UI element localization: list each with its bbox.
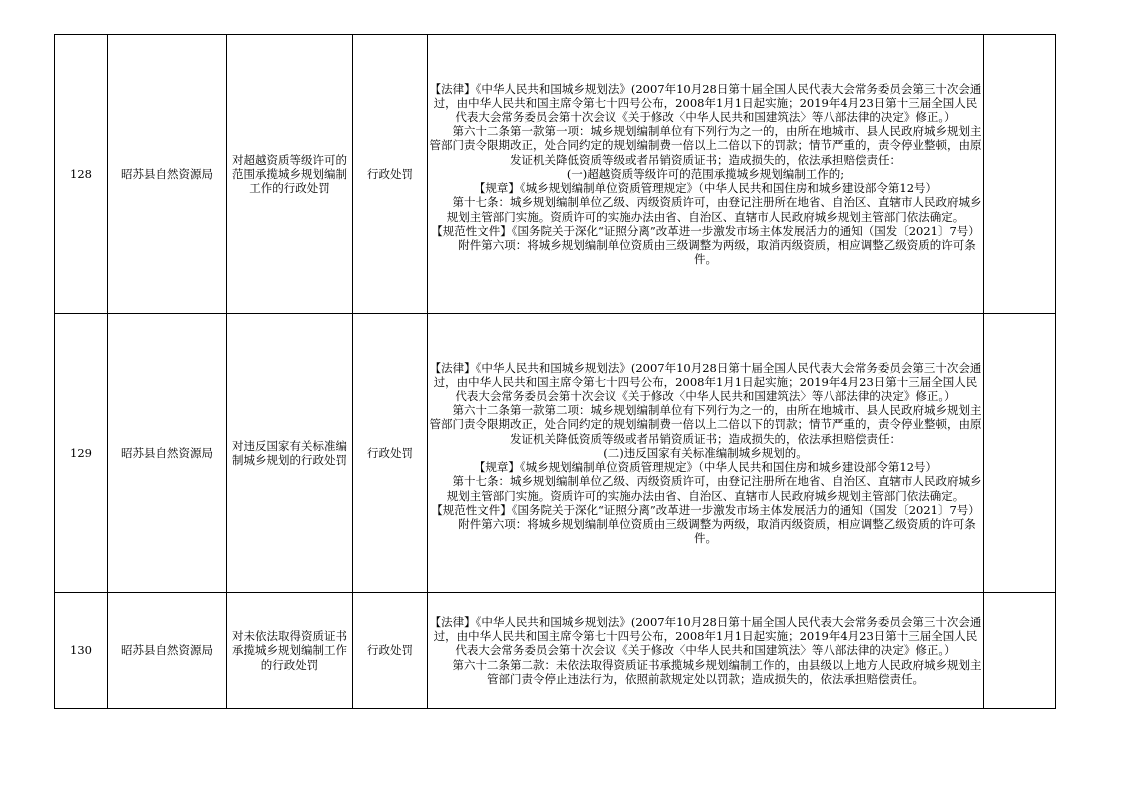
- legal-basis-cell: [428, 314, 984, 593]
- category-cell: 行政处罚: [353, 35, 428, 314]
- category-cell: 行政处罚: [353, 593, 428, 709]
- basis-paragraph: (一)超越资质等级许可的范围承揽城乡规划编制工作的;: [566, 166, 845, 181]
- basis-paragraph: 【规范性文件】《国务院关于深化“证照分离”改革进一步激发市场主体发展活力的通知（国发〔2021〕7号）: [431, 223, 980, 238]
- legal-basis-cell: [428, 35, 984, 314]
- basis-paragraph: 附件第六项：将城乡规划编制单位资质由三级调整为两级，取消丙级资质，相应调整乙级资质的许可条件。: [458, 516, 976, 546]
- table-row: [55, 314, 1056, 593]
- basis-paragraph: 【规章】《城乡规划编制单位资质管理规定》（中华人民共和国住房和城乡建设部令第12号）: [473, 181, 938, 196]
- table-row: [55, 593, 1056, 709]
- empty-cell: [984, 314, 1056, 593]
- item-name-cell: 对超越资质等级许可的范围承揽城乡规划编制工作的行政处罚: [227, 35, 353, 314]
- basis-paragraph: 第六十二条第一款第二项：城乡规划编制单位有下列行为之一的，由所在地城市、县人民政府城乡规划主管部门责令限期改正，处合同约定的规划编制费一倍以上二倍以下的罚款；情节严重的，责令停业整顿，由原发证机关降低资质等级或者吊销资质证书；造成损失的，依法承担赔偿责任：: [429, 403, 982, 446]
- empty-cell: [984, 35, 1056, 314]
- basis-paragraph: 【规范性文件】《国务院关于深化“证照分离”改革进一步激发市场主体发展活力的通知（国发〔2021〕7号）: [431, 502, 980, 517]
- table-row: [55, 35, 1056, 314]
- basis-paragraph: 附件第六项：将城乡规划编制单位资质由三级调整为两级，取消丙级资质，相应调整乙级资质的许可条件。: [458, 237, 976, 267]
- department-cell: 昭苏县自然资源局: [108, 35, 227, 314]
- row-number: 128: [55, 35, 108, 314]
- basis-paragraph: 第六十二条第一款第一项：城乡规划编制单位有下列行为之一的，由所在地城市、县人民政府城乡规划主管部门责令限期改正，处合同约定的规划编制费一倍以上二倍以下的罚款；情节严重的，责令停业整顿，由原发证机关降低资质等级或者吊销资质证书；造成损失的，依法承担赔偿责任：: [429, 124, 982, 167]
- row-number: 130: [55, 593, 108, 709]
- basis-paragraph: (二)违反国家有关标准编制城乡规划的。: [603, 445, 808, 460]
- item-name-cell: 对违反国家有关标准编制城乡规划的行政处罚: [227, 314, 353, 593]
- department-cell: 昭苏县自然资源局: [108, 593, 227, 709]
- basis-paragraph: 第十七条：城乡规划编制单位乙级、丙级资质许可，由登记注册所在地省、自治区、直辖市人民政府城乡规划主管部门实施。资质许可的实施办法由省、自治区、直辖市人民政府城乡规划主管部门依法确定。: [446, 195, 982, 224]
- basis-paragraph: 第六十二条第二款：未依法取得资质证书承揽城乡规划编制工作的，由县级以上地方人民政府城乡规划主管部门责令停止违法行为，依照前款规定处以罚款；造成损失的，依法承担赔偿责任。: [452, 657, 982, 686]
- row-number: 129: [55, 314, 108, 593]
- basis-paragraph: 【法律】《中华人民共和国城乡规划法》(2007年10月28日第十届全国人民代表大会常务委员会第三十次会通过，由中华人民共和国主席令第七十四号公布，2008年1月1日起实施；2019年4月23日第十三届全国人民代表大会常务委员会第十次会议《关于修改〈中华人民共和国建筑法〉等八部法律的决定》修正。）: [429, 81, 982, 125]
- empty-cell: [984, 593, 1056, 709]
- legal-basis-cell: [428, 593, 984, 709]
- category-cell: 行政处罚: [353, 314, 428, 593]
- regulation-table: [54, 34, 1056, 709]
- item-name-cell: 对未依法取得资质证书承揽城乡规划编制工作的行政处罚: [227, 593, 353, 709]
- basis-paragraph: 【法律】《中华人民共和国城乡规划法》(2007年10月28日第十届全国人民代表大会常务委员会第三十次会通过，由中华人民共和国主席令第七十四号公布，2008年1月1日起实施；2019年4月23日第十三届全国人民代表大会常务委员会第十次会议《关于修改〈中华人民共和国建筑法〉等八部法律的决定》修正。）: [429, 360, 982, 404]
- department-cell: 昭苏县自然资源局: [108, 314, 227, 593]
- basis-paragraph: 【规章】《城乡规划编制单位资质管理规定》（中华人民共和国住房和城乡建设部令第12号）: [473, 460, 938, 475]
- basis-paragraph: 【法律】《中华人民共和国城乡规划法》(2007年10月28日第十届全国人民代表大会常务委员会第三十次会通过，由中华人民共和国主席令第七十四号公布，2008年1月1日起实施；2019年4月23日第十三届全国人民代表大会常务委员会第十次会议《关于修改〈中华人民共和国建筑法〉等八部法律的决定》修正。）: [429, 614, 982, 658]
- basis-paragraph: 第十七条：城乡规划编制单位乙级、丙级资质许可，由登记注册所在地省、自治区、直辖市人民政府城乡规划主管部门实施。资质许可的实施办法由省、自治区、直辖市人民政府城乡规划主管部门依法确定。: [446, 474, 982, 503]
